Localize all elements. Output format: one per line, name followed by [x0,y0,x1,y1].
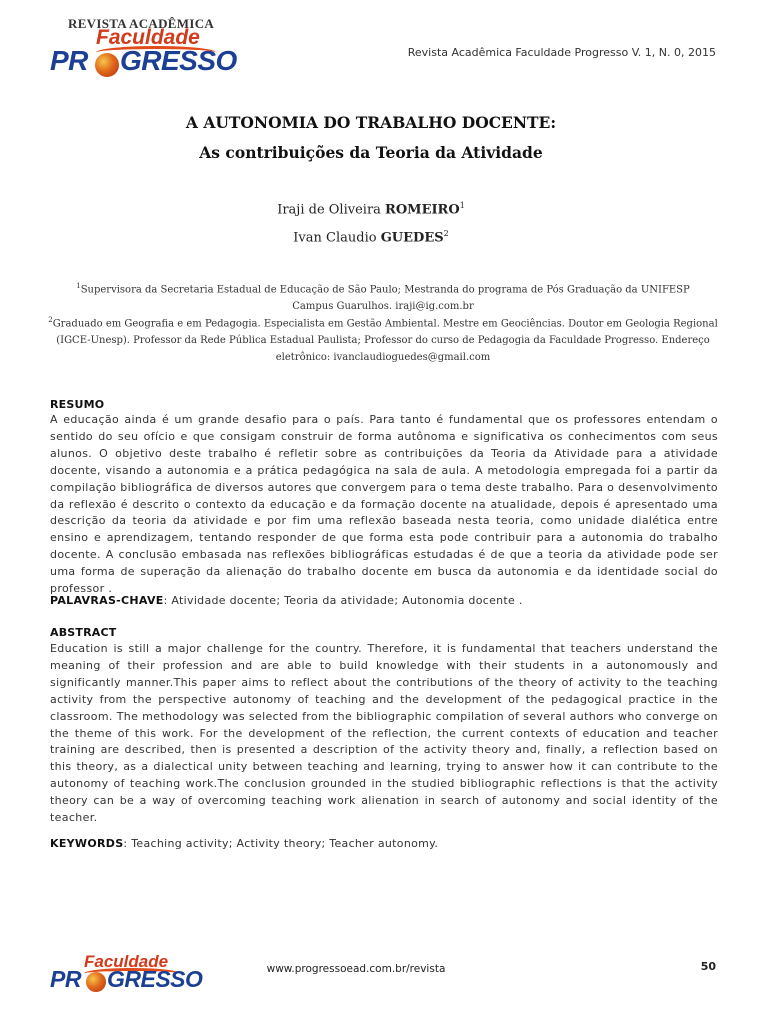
footer-logo-text-gresso: GRESSO [107,966,203,992]
author-2-surname: GUEDES [380,230,444,246]
author-1 [0,201,742,217]
affiliation-2-text: Graduado em Geografia e em Pedagogia. Especialista em Gestão Ambiental. Mestre em Geociências. Doutor em Geologia Regional (IGCE-Unesp). Professor da Rede Pública Estadual Paulista; Professor do curso de Pedagogia da Faculdade Progresso. Endereço eletrônico: ivanclaudioguedes@gmail.com [52,318,718,364]
footer-logo [50,952,203,1000]
footer-logo-text-pr: PR [50,966,81,992]
page-number: 50 [700,960,716,973]
abstract-text: Education is still a major challenge for the country. Therefore, it is fundamental that teachers understand the meaning of their profession and are able to build knowledge with their students in a autonomously and significantly manner.This paper aims to reflect about the contributions of the theory of activity to the teaching activity from the perspective autonomy of teaching and the development of the pedagogical practice in the classroom. The methodology was selected from the bibliographic compilation of several authors who converge on the theme of this work. For the development of the reflection, the current contexts of education and teacher training are described, then is presented a description of the activity theory and, finally, a reflection based on this theory, as a dialectical unity between teaching and learning, trying to answer how it can contribute to the autonomy of teaching work.The conclusion grounded in the studied bibliographic reflections is that the activity theory can be a way of overcoming teaching work alienation in search of autonomy and social identity of the teacher. [50,642,718,825]
logo-text-pr: PR [50,45,88,76]
logo-text-gresso: GRESSO [120,45,237,76]
abstract-keywords-values: : Teaching activity; Activity theory; Teacher autonomy. [123,837,439,850]
abstract-keywords-label: KEYWORDS [50,837,124,850]
resumo-keywords-values: : Atividade docente; Teoria da atividade; Autonomia docente . [163,594,523,607]
resumo-text: A educação ainda é um grande desafio para o país. Para tanto é fundamental que os professores entendam o sentido do seu ofício e que consigam construir de forma autônoma e significativa os conhecimentos com seus alunos. O objetivo deste trabalho é refletir sobre as contribuições da Teoria da Atividade para a atividade docente, visando a autonomia e a prática pedagógica na sala de aula. A metodologia empregada foi a partir da compilação bibliográfica de diversos autores que convergem para o tema deste trabalho. Para o desenvolvimento da reflexão é descrito o contexto da educação e da formação docente na atualidade, depois é apresentado uma descrição da teoria da atividade e por fim uma reflexão baseada nesta teoria, como unidade dialética entre ensino e aprendizagem, tentando responder de que forma esta pode contribuir para a autonomia do trabalho docente. A conclusão embasada nas reflexões bibliográficas estudadas é de que a teoria da atividade pode ser uma forma de superação da alienação do trabalho docente em busca da autonomia e da identidade social do professor . [50,413,718,596]
footer-url: www.progressoead.com.br/revista [266,963,446,975]
footer-logo-text-faculdade: Faculdade [84,952,169,971]
abstract-heading: ABSTRACT [50,626,117,639]
resumo-keywords [50,594,523,607]
author-2-given-name: Ivan Claudio [293,230,377,246]
author-1-given-name: Iraji de Oliveira [277,202,381,218]
globe-icon [95,53,119,77]
affiliation-1-text: Supervisora da Secretaria Estadual de Educação de São Paulo; Mestranda do programa de Pós Graduação da UNIFESP Campus Guarulhos. iraji@ig.com.br [80,284,690,313]
logo-text-faculdade: Faculdade [96,26,200,49]
abstract-keywords [50,837,438,850]
resumo-keywords-label: PALAVRAS-CHAVE [50,594,164,607]
author-1-surname: ROMEIRO [385,202,460,218]
affiliation-2-mark: 2 [48,316,53,324]
author-2-mark: 2 [443,229,449,238]
paper-subtitle: As contribuições da Teoria da Atividade [199,143,543,162]
paper-title: A AUTONOMIA DO TRABALHO DOCENTE: [185,113,557,132]
affiliation-1-mark: 1 [76,282,81,290]
resumo-heading: RESUMO [50,398,105,411]
author-1-mark: 1 [459,201,465,210]
logo-text-revista: REVISTA ACADÊMICA [68,16,215,31]
author-2 [0,229,742,245]
affiliation-2 [40,312,726,366]
journal-header-text: Revista Acadêmica Faculdade Progresso V. 1, N. 0, 2015 [407,46,716,59]
journal-logo [50,16,237,78]
footer-globe-icon [86,972,106,992]
affiliation-1 [70,278,696,315]
